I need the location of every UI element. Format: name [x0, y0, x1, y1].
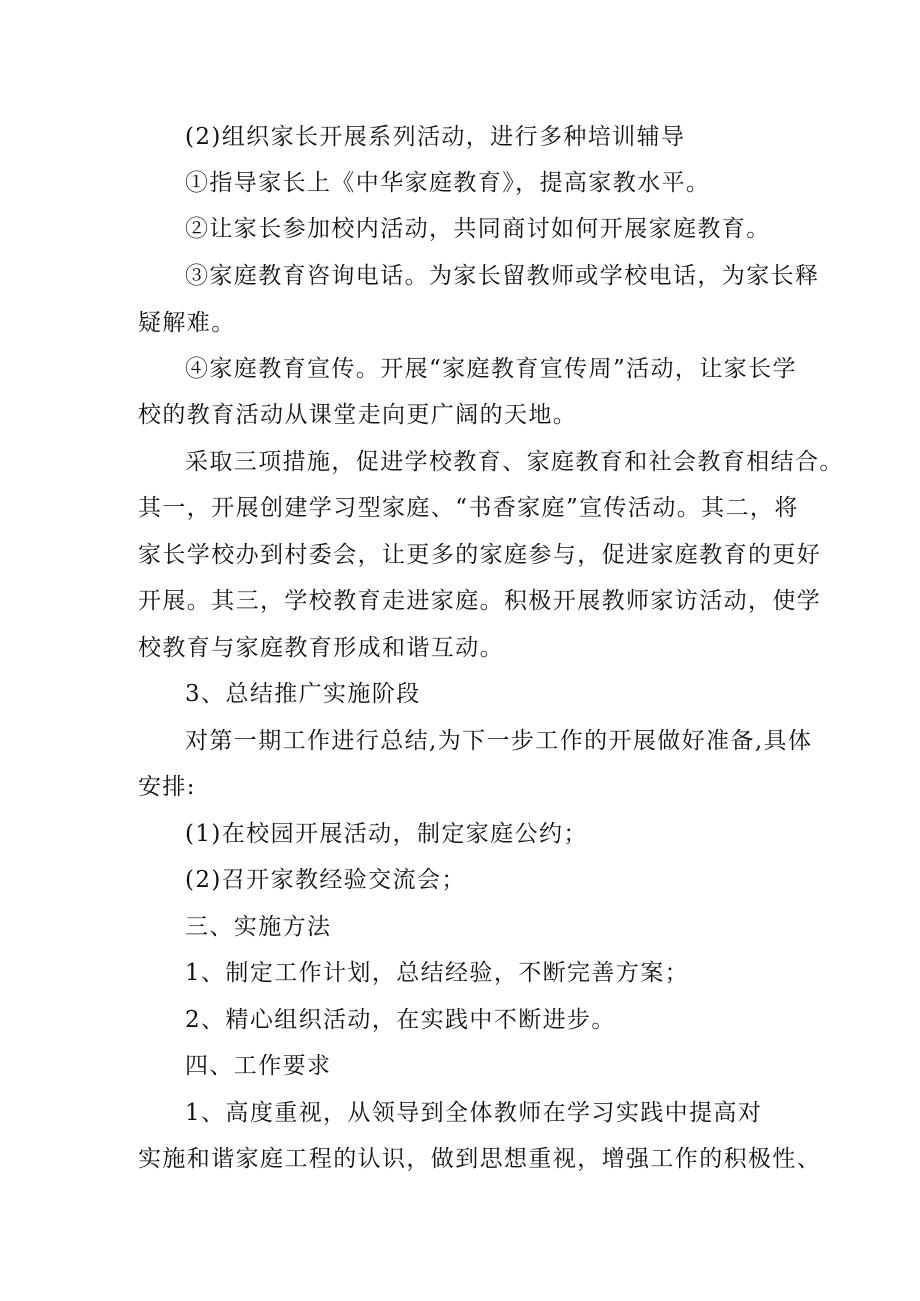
text-line: (2)组织家长开展系列活动，进行多种培训辅导 [185, 124, 686, 150]
text-line: 实施和谐家庭工程的认识，做到思想重视，增强工作的积极性、 [138, 1146, 822, 1172]
text-line: ④家庭教育宣传。开展“家庭教育宣传周”活动，让家长学 [185, 356, 797, 382]
text-line: ②让家长参加校内活动，共同商讨如何开展家庭教育。 [185, 216, 771, 242]
section-heading: 三、实施方法 [185, 914, 332, 940]
list-item: 1、制定工作计划，总结经验，不断完善方案； [185, 960, 690, 986]
section-heading: 3、总结推广实施阶段 [185, 681, 421, 707]
text-line: 安排: [138, 774, 196, 800]
text-line: 开展。其三，学校教育走进家庭。积极开展教师家访活动，使学 [138, 588, 822, 614]
section-heading: 四、工作要求 [185, 1053, 332, 1079]
text-line: 家长学校办到村委会，让更多的家庭参与，促进家庭教育的更好 [138, 542, 822, 568]
text-line: 采取三项措施，促进学校教育、家庭教育和社会教育相结合。 [185, 449, 844, 475]
text-line: 对第一期工作进行总结,为下一步工作的开展做好准备,具体 [185, 728, 813, 754]
text-line: ③家庭教育咨询电话。为家长留教师或学校电话，为家长释 [185, 263, 820, 289]
list-item: (2)召开家教经验交流会； [185, 867, 466, 893]
text-line: 疑解难。 [138, 310, 236, 336]
text-line: 校教育与家庭教育形成和谐互动。 [138, 635, 504, 661]
text-line: 其一，开展创建学习型家庭、“书香家庭”宣传活动。其二，将 [138, 495, 799, 521]
list-item: (1)在校园开展活动，制定家庭公约； [185, 821, 588, 847]
text-line: 校的教育活动从课堂走向更广阔的天地。 [138, 402, 578, 428]
text-line: ①指导家长上《中华家庭教育》，提高家教水平。 [185, 170, 711, 196]
list-item: 1、高度重视，从领导到全体教师在学习实践中提高对 [185, 1100, 763, 1126]
list-item: 2、精心组织活动，在实践中不断进步。 [185, 1007, 616, 1033]
